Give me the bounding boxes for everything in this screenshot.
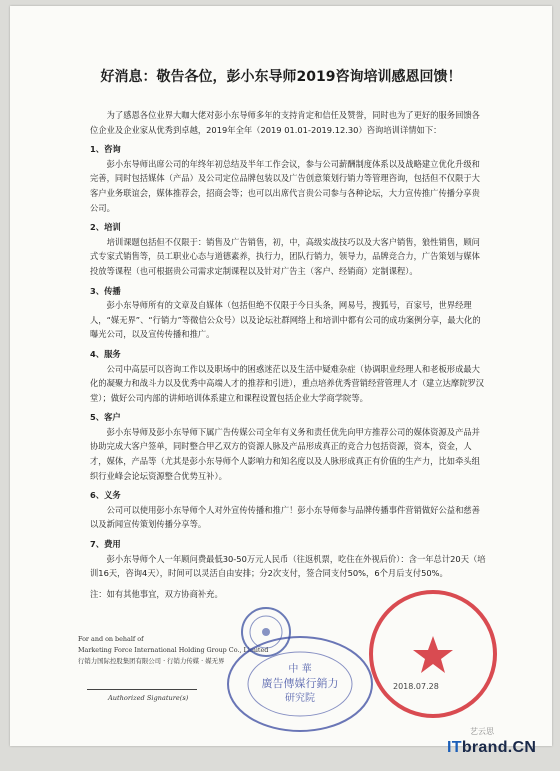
signature-line-2: Marketing Force International Holding Group Co., Limited (78, 646, 269, 654)
red-company-seal-icon (363, 584, 503, 724)
document-body (90, 108, 488, 601)
section-spread-heading: 3、传播 (90, 285, 121, 296)
section-consulting-text: 彭小东导师出席公司的年终年初总结及半年工作会议，参与公司薪酬制度体系以及战略建立优化升级和完善，同时包括媒体（产品）及公司定位品牌包装以及广告创意策划行销力等管理咨询，包括但不仅限于大客户业务联谊会，媒体推荐会，招商会等；也可以出席代言贵公司参与各种论坛，大力宣传推广传播分享贵公司。 (90, 158, 480, 213)
section-client-heading: 5、客户 (90, 412, 121, 423)
section-client-text: 彭小东导师及彭小东导师下属广告传媒公司全年有义务和责任优先向甲方推荐公司的媒体资源及产品并协助完成大客户签单，同时整合甲乙双方的资源人脉及产品形成真正的竞合力包括资源，资本，资金，人才，媒体，产品等（尤其是彭小东导师个人影响力和知名度以及人脉形成真正有价值的生产力，比如牵头组织行业峰会论坛资源整合优势互补）。 (90, 426, 480, 481)
section-fee-text: 彭小东导师个人一年顾问费最低30-50万元人民币（往返机票，吃住在外视后价）：含一年总计20天（培训16天，咨询4天），时间可以灵活自由安排；分2次支付，签合同支付50%，6个月后支付50%。 (90, 553, 486, 579)
section-training-heading: 2、培训 (90, 222, 121, 233)
signature-line-1: For and on behalf of (78, 635, 144, 643)
oval-seal-line-1: 中 華 (288, 664, 312, 675)
oval-seal-line-3: 研究院 (285, 693, 315, 704)
section-consulting-heading: 1、咨询 (90, 144, 121, 155)
section-service-text: 公司中高层可以咨询工作以及职场中的困惑迷茫以及生活中疑难杂症（协调职业经理人和老板形成最大化的凝聚力和战斗力以及优秀中高端人才的推荐和引进），重点培养优秀营销经营管理人才（建立达摩院罗汉堂）；做好公司内部的讲师培训体系建立和课程设置包括企业大学商学院等。 (90, 363, 485, 403)
oval-seal-line-2: 廣告傳媒行銷力 (261, 677, 339, 690)
section-service-heading: 4、服务 (90, 348, 121, 359)
oval-institute-seal-icon (225, 634, 375, 734)
intro-paragraph: 为了感恩各位业界大咖大佬对彭小东导师多年的支持肯定和信任及赞誉，同时也为了更好的服务回馈各位企业及企业家从优秀到卓越，2019年全年（2019 01.01-2019.12.30）咨询培训详情如下： (90, 110, 480, 135)
section-fee-heading: 7、费用 (90, 539, 121, 550)
section-training-text: 培训课题包括但不仅限于：销售及广告销售，初，中，高级实战技巧以及大客户销售，狼性销售，顾问式专家式销售等，员工职业心态与道德素养，执行力，团队行销力，领导力，品牌竞合力，广告策划与媒体投放等课程（也可根据贵公司需求定制课程以及针对广告主（客户、经销商）定制课程）。 (90, 236, 480, 276)
section-duty-heading: 6、义务 (90, 490, 121, 501)
section-spread-text: 彭小东导师所有的文章及自媒体（包括但绝不仅限于今日头条，网易号，搜狐号，百家号，世界经理人，“媒无界”、“行销力”等微信公众号）以及论坛社群网络上和培训中都有公司的成功案例分享，最大化的曝光公司，以及宣传传播和推广。 (90, 300, 481, 340)
itbrand-watermark: ITbrand.CN (447, 739, 537, 756)
section-duty-text: 公司可以使用彭小东导师个人对外宣传传播和推广！彭小东导师参与品牌传播事件营销做好公益和慈善以及新闻宣传策划传播分享等。 (90, 504, 480, 530)
document-page (10, 6, 552, 746)
signature-rule (87, 689, 197, 690)
authorized-signature-label: Authorized Signature(s) (108, 694, 189, 702)
signature-line-3: 行销力国际控股集团有限公司 · 行销力传媒 · 媒无界 (78, 657, 225, 665)
wechat-source-tag: 艺云思 (470, 727, 494, 736)
seal-date: 2018.07.28 (393, 682, 439, 691)
document-title: 好消息：敬告各位，彭小东导师2019咨询培训感恩回馈！ (100, 69, 462, 85)
note-line: 注：如有其他事宜，双方协商补充。 (90, 588, 223, 599)
